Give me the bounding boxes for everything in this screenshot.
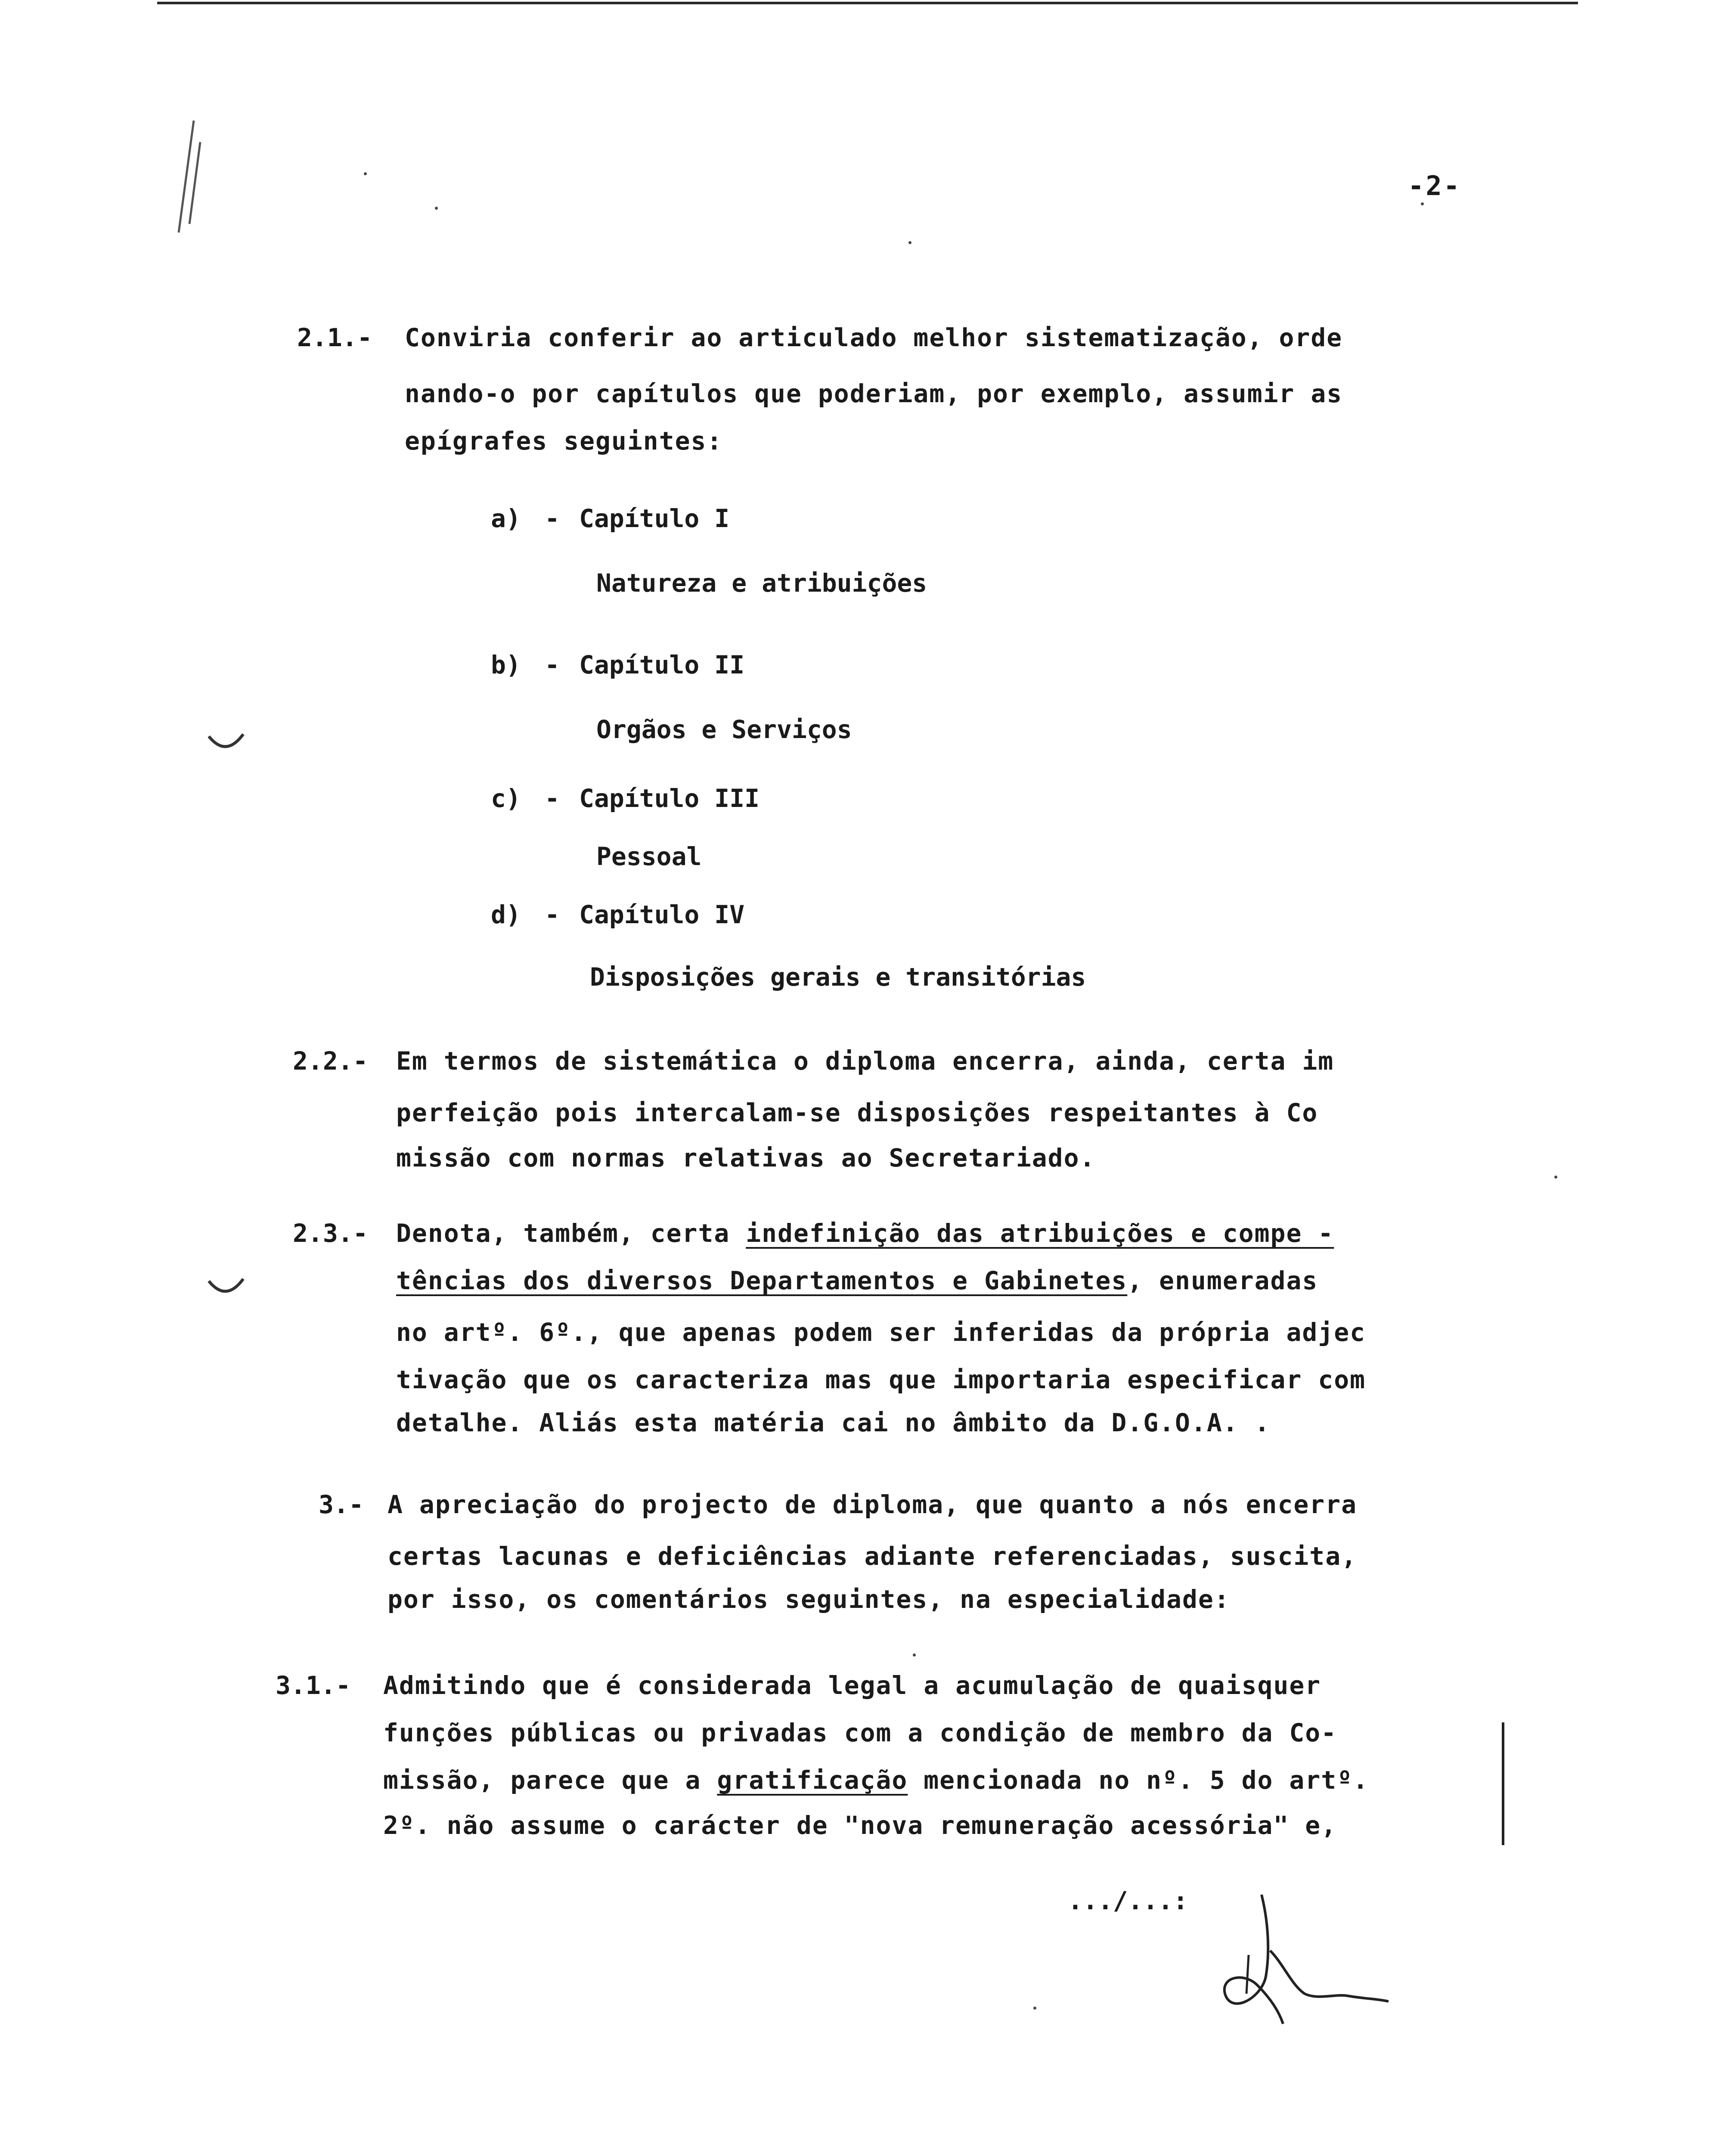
section-label-2-2: 2.2.- bbox=[293, 1046, 368, 1076]
text-run: missão, parece que a bbox=[383, 1765, 717, 1795]
paragraph-line: perfeição pois intercalam-se disposições respeitantes à Co bbox=[396, 1098, 1318, 1127]
paragraph-line-3-1-3 bbox=[383, 1765, 1369, 1795]
chapter-dash: - bbox=[545, 784, 560, 813]
paragraph-line: epígrafes seguintes: bbox=[405, 426, 723, 456]
paragraph-line: nando-o por capítulos que poderiam, por exemplo, assumir as bbox=[405, 379, 1343, 408]
paragraph-line: Em termos de sistemática o diploma encerra, ainda, certa im bbox=[396, 1046, 1334, 1076]
continuation-mark: .../...: bbox=[1068, 1886, 1188, 1915]
underlined-text: indefinição das atribuições e compe - bbox=[746, 1219, 1334, 1248]
paragraph-line: Admitindo que é considerada legal a acumulação de quaisquer bbox=[383, 1671, 1321, 1700]
paragraph-line: funções públicas ou privadas com a condição de membro da Co- bbox=[383, 1718, 1337, 1747]
chapter-dash: - bbox=[545, 504, 560, 533]
chapter-dash: - bbox=[545, 650, 560, 679]
chapter-marker: a) bbox=[491, 504, 521, 533]
paragraph-line-2-3-2 bbox=[396, 1266, 1318, 1295]
chapter-subtitle: Disposições gerais e transitórias bbox=[590, 962, 1086, 992]
speck bbox=[435, 207, 438, 210]
paragraph-line: certas lacunas e deficiências adiante referenciadas, suscita, bbox=[388, 1542, 1358, 1571]
underlined-text: tências dos diversos Departamentos e Gabinetes bbox=[396, 1266, 1128, 1295]
chapter-title: Capítulo III bbox=[579, 784, 760, 813]
paragraph-line: missão com normas relativas ao Secretariado. bbox=[396, 1143, 1096, 1173]
chapter-dash: - bbox=[545, 900, 560, 929]
chapter-subtitle: Pessoal bbox=[596, 842, 702, 871]
chapter-subtitle: Natureza e atribuições bbox=[596, 568, 927, 598]
section-label-3: 3.- bbox=[319, 1490, 364, 1519]
speck bbox=[1554, 1176, 1557, 1179]
top-rule bbox=[157, 2, 1578, 4]
paragraph-line: detalhe. Aliás esta matéria cai no âmbito da D.G.O.A. . bbox=[396, 1408, 1271, 1437]
paragraph-line: por isso, os comentários seguintes, na especialidade: bbox=[388, 1585, 1230, 1614]
paragraph-line: no artº. 6º., que apenas podem ser inferidas da própria adjec bbox=[396, 1318, 1366, 1347]
handwritten-signature bbox=[1206, 1886, 1391, 2028]
chapter-marker: b) bbox=[491, 650, 521, 679]
section-label-3-1: 3.1.- bbox=[276, 1671, 351, 1700]
text-run: , enumeradas bbox=[1127, 1266, 1318, 1295]
margin-hole-mark bbox=[207, 1277, 245, 1303]
speck bbox=[908, 241, 911, 244]
speck bbox=[364, 172, 367, 175]
speck bbox=[913, 1654, 916, 1657]
section-label-2-3: 2.3.- bbox=[293, 1219, 368, 1248]
text-run: Denota, também, certa bbox=[396, 1219, 746, 1248]
speck bbox=[1033, 2007, 1036, 2010]
paragraph-line: Conviria conferir ao articulado melhor sistematização, orde bbox=[405, 323, 1343, 352]
paragraph-line: tivação que os caracteriza mas que importaria especificar com bbox=[396, 1365, 1366, 1394]
margin-vertical-line bbox=[1502, 1722, 1504, 1845]
underlined-text: gratificação bbox=[717, 1765, 908, 1795]
chapter-marker: c) bbox=[491, 784, 521, 813]
chapter-title: Capítulo II bbox=[579, 650, 745, 679]
paragraph-line-2-3-1 bbox=[396, 1219, 1334, 1248]
chapter-title: Capítulo I bbox=[579, 504, 730, 533]
paragraph-line: A apreciação do projecto de diploma, que quanto a nós encerra bbox=[388, 1490, 1358, 1519]
chapter-marker: d) bbox=[491, 900, 521, 929]
text-run: mencionada no nº. 5 do artº. bbox=[908, 1765, 1369, 1795]
page-number: -2- bbox=[1408, 170, 1461, 202]
speck bbox=[1421, 202, 1424, 205]
margin-stroke-mark bbox=[170, 116, 205, 237]
section-label-2-1: 2.1.- bbox=[297, 323, 372, 352]
chapter-subtitle: Orgãos e Serviços bbox=[596, 715, 852, 744]
margin-hole-mark bbox=[207, 732, 245, 758]
chapter-title: Capítulo IV bbox=[579, 900, 745, 929]
paragraph-line: 2º. não assume o carácter de "nova remuneração acessória" e, bbox=[383, 1811, 1337, 1840]
